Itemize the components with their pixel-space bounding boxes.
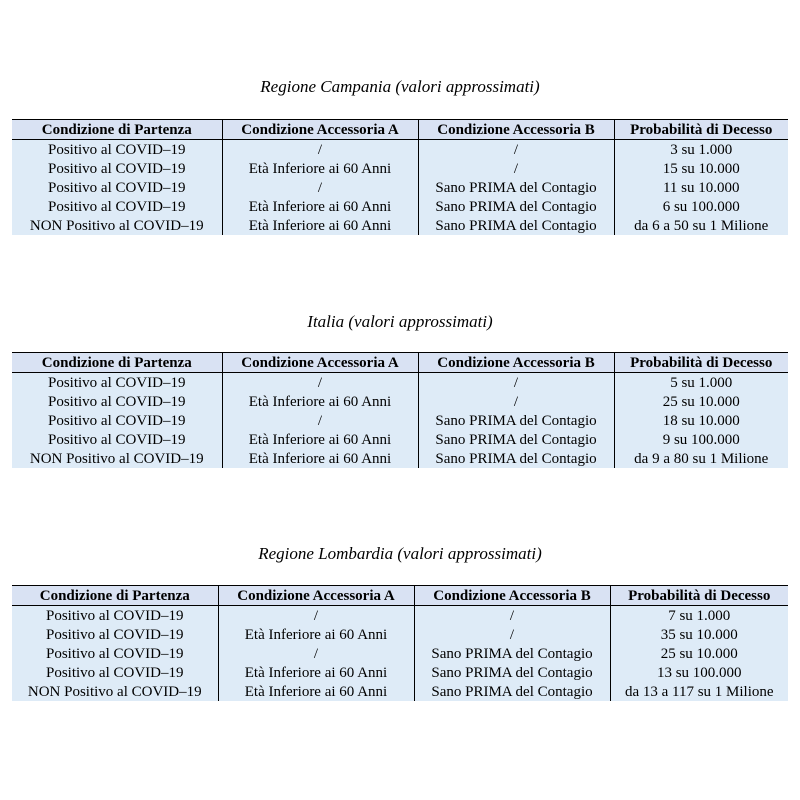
cell-probabilita: 7 su 1.000 <box>668 607 731 624</box>
cell-probabilita: 3 su 1.000 <box>670 141 733 158</box>
cell-accessoria-b: / <box>418 140 614 160</box>
cell-accessoria-b: Sano PRIMA del Contagio <box>418 449 614 468</box>
cell-probabilita: 11 su 10.000 <box>662 179 740 196</box>
header-accessoria-a: Condizione Accessoria A <box>222 120 418 140</box>
cell-accessoria-a: / <box>222 178 418 197</box>
table-row <box>12 197 788 216</box>
cell-accessoria-b: Sano PRIMA del Contagio <box>418 197 614 216</box>
cell-probabilita: 5 su 1.000 <box>670 374 733 391</box>
cell-condizione-partenza: Positivo al COVID–19 <box>12 197 222 216</box>
cell-accessoria-b: Sano PRIMA del Contagio <box>414 644 610 663</box>
table-row <box>12 178 788 197</box>
cell-condizione-partenza: Positivo al COVID–19 <box>12 430 222 449</box>
table-row <box>12 606 788 626</box>
cell-condizione-partenza: Positivo al COVID–19 <box>12 625 218 644</box>
cell-accessoria-b: Sano PRIMA del Contagio <box>418 411 614 430</box>
table-row <box>12 411 788 430</box>
cell-accessoria-b: Sano PRIMA del Contagio <box>414 682 610 701</box>
cell-probabilita: 35 su 10.000 <box>660 626 738 643</box>
header-condizione-partenza: Condizione di Partenza <box>12 353 222 373</box>
data-table <box>12 352 788 468</box>
cell-probabilita: 15 su 10.000 <box>662 160 740 177</box>
cell-probabilita: da 9 a 80 su 1 Milione <box>634 450 769 467</box>
cell-accessoria-b: / <box>418 392 614 411</box>
cell-accessoria-a: Età Inferiore ai 60 Anni <box>222 197 418 216</box>
table-row <box>12 449 788 468</box>
table-row <box>12 682 788 701</box>
data-table <box>12 119 788 235</box>
cell-condizione-partenza: Positivo al COVID–19 <box>12 178 222 197</box>
data-table <box>12 585 788 701</box>
cell-accessoria-b: / <box>418 373 614 393</box>
cell-probabilita: 18 su 10.000 <box>662 412 740 429</box>
cell-probabilita: da 6 a 50 su 1 Milione <box>634 217 769 234</box>
cell-accessoria-a: / <box>222 140 418 160</box>
cell-condizione-partenza: NON Positivo al COVID–19 <box>12 216 222 235</box>
cell-accessoria-a: Età Inferiore ai 60 Anni <box>222 449 418 468</box>
header-accessoria-a: Condizione Accessoria A <box>222 353 418 373</box>
cell-probabilita: 25 su 10.000 <box>662 393 740 410</box>
cell-accessoria-b: Sano PRIMA del Contagio <box>414 663 610 682</box>
cell-accessoria-b: Sano PRIMA del Contagio <box>418 216 614 235</box>
cell-accessoria-a: / <box>218 644 414 663</box>
cell-accessoria-a: Età Inferiore ai 60 Anni <box>218 682 414 701</box>
table-caption: Regione Campania (valori approssimati) <box>260 77 540 96</box>
header-condizione-partenza: Condizione di Partenza <box>12 120 222 140</box>
cell-probabilita: 9 su 100.000 <box>662 431 740 448</box>
table-header-row <box>12 353 788 373</box>
cell-condizione-partenza: Positivo al COVID–19 <box>12 644 218 663</box>
cell-accessoria-a: / <box>218 606 414 626</box>
table-row <box>12 430 788 449</box>
table-row <box>12 159 788 178</box>
cell-accessoria-a: Età Inferiore ai 60 Anni <box>222 392 418 411</box>
table-caption: Italia (valori approssimati) <box>307 312 493 331</box>
cell-condizione-partenza: Positivo al COVID–19 <box>12 373 222 393</box>
cell-condizione-partenza: Positivo al COVID–19 <box>12 411 222 430</box>
header-accessoria-b: Condizione Accessoria B <box>414 586 610 606</box>
header-probabilita: Probabilità di Decesso <box>628 587 771 604</box>
cell-probabilita: 13 su 100.000 <box>656 664 742 681</box>
cell-condizione-partenza: Positivo al COVID–19 <box>12 663 218 682</box>
cell-accessoria-a: / <box>222 411 418 430</box>
cell-condizione-partenza: Positivo al COVID–19 <box>12 159 222 178</box>
cell-accessoria-b: Sano PRIMA del Contagio <box>418 178 614 197</box>
table-row <box>12 625 788 644</box>
cell-probabilita: da 13 a 117 su 1 Milione <box>624 683 774 700</box>
header-probabilita: Probabilità di Decesso <box>630 121 773 138</box>
table-caption: Regione Lombardia (valori approssimati) <box>258 544 542 563</box>
cell-accessoria-b: / <box>414 625 610 644</box>
cell-condizione-partenza: Positivo al COVID–19 <box>12 140 222 160</box>
table-row <box>12 216 788 235</box>
cell-condizione-partenza: Positivo al COVID–19 <box>12 392 222 411</box>
cell-accessoria-b: / <box>414 606 610 626</box>
header-accessoria-b: Condizione Accessoria B <box>418 120 614 140</box>
cell-probabilita: 6 su 100.000 <box>662 198 740 215</box>
cell-accessoria-a: / <box>222 373 418 393</box>
table-row <box>12 140 788 160</box>
cell-accessoria-a: Età Inferiore ai 60 Anni <box>222 159 418 178</box>
cell-condizione-partenza: NON Positivo al COVID–19 <box>12 682 218 701</box>
cell-condizione-partenza: Positivo al COVID–19 <box>12 606 218 626</box>
cell-accessoria-a: Età Inferiore ai 60 Anni <box>222 430 418 449</box>
table-header-row <box>12 120 788 140</box>
cell-accessoria-b: Sano PRIMA del Contagio <box>418 430 614 449</box>
cell-accessoria-b: / <box>418 159 614 178</box>
header-probabilita: Probabilità di Decesso <box>630 354 773 371</box>
table-row <box>12 663 788 682</box>
cell-accessoria-a: Età Inferiore ai 60 Anni <box>218 625 414 644</box>
table-row <box>12 373 788 393</box>
table-header-row <box>12 586 788 606</box>
table-row <box>12 644 788 663</box>
header-condizione-partenza: Condizione di Partenza <box>12 586 218 606</box>
cell-accessoria-a: Età Inferiore ai 60 Anni <box>222 216 418 235</box>
header-accessoria-b: Condizione Accessoria B <box>418 353 614 373</box>
table-row <box>12 392 788 411</box>
cell-accessoria-a: Età Inferiore ai 60 Anni <box>218 663 414 682</box>
header-accessoria-a: Condizione Accessoria A <box>218 586 414 606</box>
cell-condizione-partenza: NON Positivo al COVID–19 <box>12 449 222 468</box>
cell-probabilita: 25 su 10.000 <box>660 645 738 662</box>
